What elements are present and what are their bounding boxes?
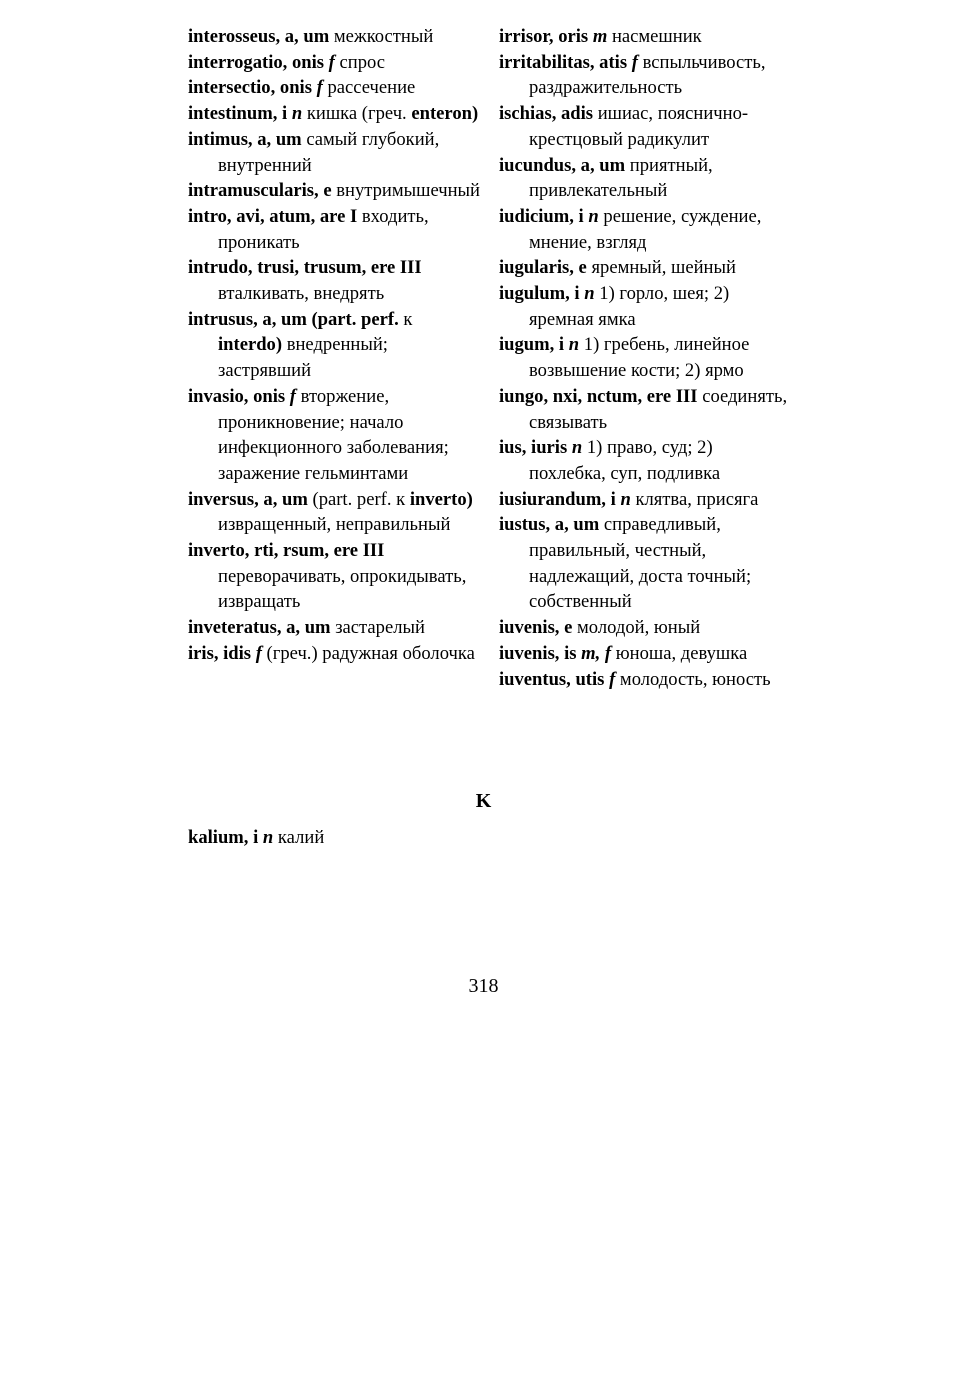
headword: iusiurandum, i xyxy=(499,488,616,510)
grammar-tag: f xyxy=(328,51,335,73)
dictionary-entry xyxy=(499,487,791,513)
right-column xyxy=(499,24,791,692)
dictionary-entry xyxy=(499,384,791,435)
dictionary-entry xyxy=(188,50,480,76)
definition: рассечение xyxy=(327,77,416,99)
definition: вспыльчивость, раздражительность xyxy=(529,51,766,99)
headword: irrisor, oris xyxy=(499,26,589,47)
headword: interosseus, a, um xyxy=(188,26,330,47)
headword: irritabilitas, atis xyxy=(499,51,628,73)
grammar-tag: f xyxy=(316,77,323,99)
headword: iris, idis xyxy=(188,642,252,664)
definition: юноша, девушка xyxy=(615,642,748,664)
cross-reference: inverto) xyxy=(409,488,473,510)
dictionary-entry xyxy=(499,255,791,281)
definition: яремный, шейный xyxy=(591,257,736,279)
headword: intimus, a, um xyxy=(188,128,302,150)
dictionary-entry xyxy=(188,101,480,127)
dictionary-entry xyxy=(188,75,480,101)
cross-reference: interdo) xyxy=(218,334,283,356)
dictionary-entry xyxy=(499,512,791,615)
headword: kalium, i xyxy=(188,827,259,848)
grammar-tag: n xyxy=(291,103,303,125)
headword: iugularis, e xyxy=(499,257,587,279)
definition: 1) гребень, линейное возвышение кости; 2) ярмо xyxy=(529,334,750,382)
dictionary-entry xyxy=(499,101,791,152)
dictionary-entry xyxy=(188,204,480,255)
dictionary-entry xyxy=(499,435,791,486)
grammar-tag: f xyxy=(289,385,296,407)
definition: 1) право, суд; 2) похлебка, суп, подливка xyxy=(529,437,721,484)
headword: iucundus, a, um xyxy=(499,154,626,176)
definition: входить, проникать xyxy=(218,205,429,253)
headword: iuvenis, e xyxy=(499,617,573,639)
headword: iugulum, i xyxy=(499,283,580,305)
dictionary-entry xyxy=(499,332,791,383)
dictionary-entry xyxy=(188,307,480,384)
headword: inveteratus, a, um xyxy=(188,617,331,639)
definition: самый глубокий, внутренний xyxy=(218,128,440,176)
definition: насмешник xyxy=(611,26,702,47)
dictionary-entry xyxy=(499,204,791,255)
headword: interrogatio, onis xyxy=(188,51,325,73)
headword: iungo, nxi, nctum, ere III xyxy=(499,385,698,407)
headword: intestinum, i xyxy=(188,103,288,125)
dictionary-entry-kalium xyxy=(188,825,324,851)
headword: iuventus, utis xyxy=(499,668,605,690)
section-letter: K xyxy=(475,790,492,812)
grammar-tag: f xyxy=(609,668,616,690)
headword: intro, avi, atum, are I xyxy=(188,205,358,227)
definition: молодой, юный xyxy=(577,617,701,639)
dictionary-entry xyxy=(499,641,791,667)
definition: спрос xyxy=(339,51,386,73)
cross-reference: enteron) xyxy=(411,103,479,125)
definition: (part. perf. к xyxy=(312,488,406,510)
dictionary-entry xyxy=(188,255,480,306)
dictionary-entry xyxy=(188,24,480,50)
grammar-tag: n xyxy=(571,437,583,459)
headword: iustus, a, um xyxy=(499,514,600,536)
headword: inversus, a, um xyxy=(188,488,308,510)
headword: intersectio, onis xyxy=(188,77,312,99)
dictionary-entry xyxy=(188,178,480,204)
dictionary-entry xyxy=(499,50,791,101)
headword: iugum, i xyxy=(499,334,565,356)
grammar-tag: m, f xyxy=(581,642,612,664)
dictionary-entry xyxy=(188,384,480,487)
dictionary-entry xyxy=(188,615,480,641)
headword: ius, iuris xyxy=(499,437,568,459)
headword: invasio, onis xyxy=(188,385,286,407)
definition: справедливый, правильный, честный, надлежащий, доста точный; собственный xyxy=(529,514,752,613)
headword: ischias, adis xyxy=(499,103,594,125)
definition: молодость, юность xyxy=(619,668,771,690)
definition: вторжение, проникновение; начало инфекционного заболевания; заражение гельминтами xyxy=(218,385,449,484)
dictionary-entry xyxy=(499,281,791,332)
definition: решение, суждение, мнение, взгляд xyxy=(529,205,762,253)
page-number: 318 xyxy=(468,975,499,997)
dictionary-entry xyxy=(499,667,791,693)
definition: (греч.) радужная оболочка xyxy=(266,642,475,664)
definition: застарелый xyxy=(335,617,425,639)
grammar-tag: f xyxy=(255,642,262,664)
dictionary-entry xyxy=(499,615,791,641)
headword: intrusus, a, um (part. perf. xyxy=(188,308,399,330)
dictionary-entry xyxy=(188,641,480,667)
definition: кишка (греч. xyxy=(306,103,407,125)
grammar-tag: n xyxy=(588,205,599,227)
dictionary-entry xyxy=(188,538,480,615)
definition: приятный, привлекательный xyxy=(529,154,713,202)
definition-continued: внедренный; застрявший xyxy=(218,334,388,382)
dictionary-entry xyxy=(499,24,791,50)
dictionary-entry xyxy=(188,487,480,538)
definition: вталкивать, внедрять xyxy=(218,283,385,305)
definition: 1) горло, шея; 2) яремная ямка xyxy=(529,283,730,330)
definition: межкостный xyxy=(333,26,434,47)
dictionary-entry xyxy=(499,153,791,204)
grammar-tag: n xyxy=(620,488,631,510)
grammar-tag: n xyxy=(262,827,274,848)
definition-continued: извращенный, неправильный xyxy=(218,514,451,536)
definition: калий xyxy=(277,827,325,848)
grammar-tag: f xyxy=(631,51,638,73)
definition: клятва, присяга xyxy=(635,488,759,510)
left-column xyxy=(188,24,480,667)
grammar-tag: n xyxy=(568,334,580,356)
headword: iudicium, i xyxy=(499,205,584,227)
definition: внутримышечный xyxy=(336,180,480,202)
definition: ишиас, пояснично-крестцовый радикулит xyxy=(529,103,749,150)
definition: к xyxy=(403,308,413,330)
headword: intrudo, trusi, trusum, ere III xyxy=(188,257,422,279)
definition: переворачивать, опрокидывать, извращать xyxy=(218,565,467,613)
dictionary-entry xyxy=(188,127,480,178)
grammar-tag: n xyxy=(584,283,595,305)
headword: iuvenis, is xyxy=(499,642,577,664)
headword: inverto, rti, rsum, ere III xyxy=(188,540,385,562)
definition: соединять, связывать xyxy=(529,385,788,433)
grammar-tag: m xyxy=(592,26,608,47)
headword: intramuscularis, e xyxy=(188,180,332,202)
